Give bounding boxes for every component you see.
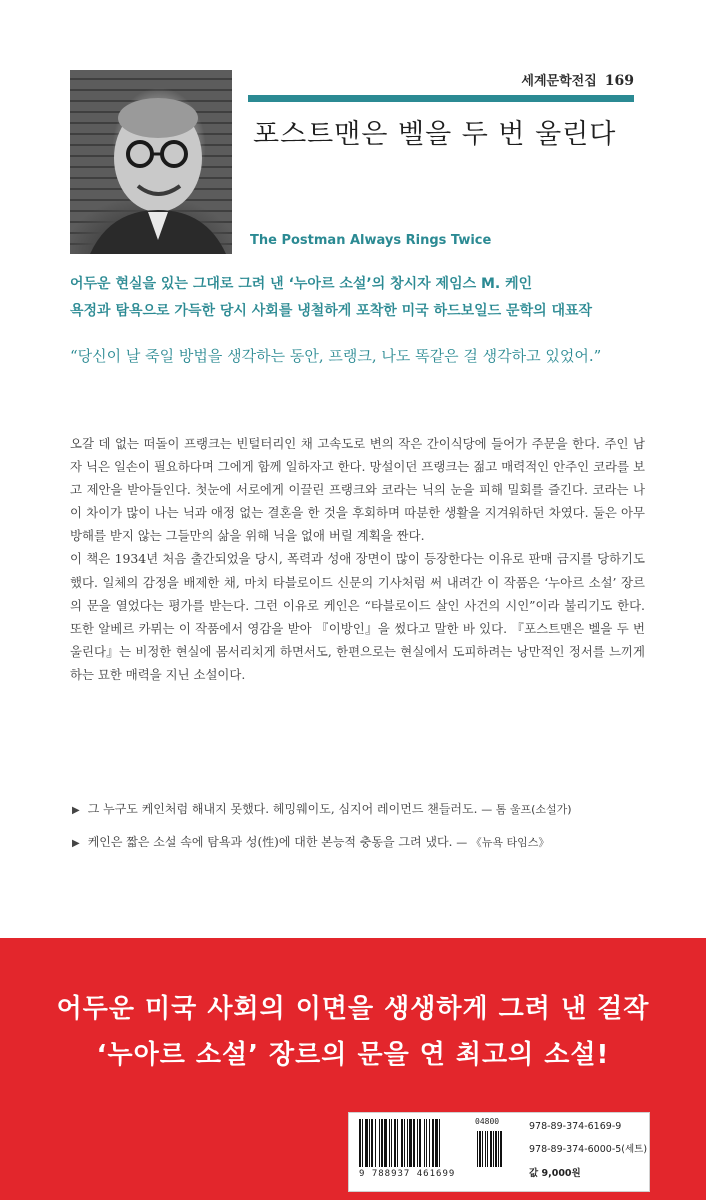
isbn-number: 978-89-374-6169-9 (529, 1121, 622, 1132)
synopsis-paragraph-2: 이 책은 1934년 처음 출간되었을 당시, 폭력과 성애 장면이 많이 등장한다는 이유로 판매 금지를 당하기도 했다. 일체의 감정을 배제한 채, 마치 타블로이드 신문의 기사처럼 써 내려간 이 작품은 ‘누아르 소설’ 장르의 문을 열었다는 평가를 받는다. 그런 이유로 케인은 “타블로이드 살인 사건의 시인”이라 불리기도 한다. 또한 알베르 카뮈는 이 작품에서 영감을 받아 『이방인』을 썼다고 말한 바 있다. 『포스트맨은 벨을 두 번 울린다』는 비정한 현실에 몸서리치게 하면서도, 한편으로는 현실에서 도피하려는 낭만적인 정서를 느끼게 하는 묘한 매력을 지닌 소설이다. (70, 551, 645, 682)
series-number: 169 (604, 73, 634, 89)
promo-line-2: ‘누아르 소설’ 장르의 문을 연 최고의 소설! (96, 1040, 610, 1070)
review-2 (72, 833, 652, 850)
barcode-icon (359, 1119, 519, 1169)
title-divider (248, 95, 634, 102)
barcode-digits: 9 788937 461699 (359, 1169, 456, 1179)
price: 값 9,000원 (529, 1168, 581, 1179)
synopsis (70, 432, 645, 686)
pull-quote: “당신이 날 죽일 방법을 생각하는 동안, 프랭크, 나도 똑같은 걸 생각하고 있었어.” (70, 347, 602, 365)
review-text: 그 누구도 케인처럼 해내지 못했다. 헤밍웨이도, 심지어 레이먼드 챈들러도. (87, 802, 478, 816)
book-title-english: The Postman Always Rings Twice (250, 233, 492, 248)
review-source: — 톰 울프(소설가) (481, 803, 572, 816)
review-1 (72, 800, 652, 817)
triangle-bullet-icon: ▶ (72, 838, 80, 849)
synopsis-paragraph-1: 오갈 데 없는 떠돌이 프랭크는 빈털터리인 채 고속도로 변의 작은 간이식당에 들어가 주문을 한다. 주인 남자 닉은 일손이 필요하다며 그에게 함께 일하자고 한다. 망설이던 프랭크는 젊고 매력적인 안주인 코라를 보고 제안을 받아들인다. 첫눈에 서로에게 이끌린 프랭크와 코라는 닉의 눈을 피해 밀회를 즐긴다. 코라는 나이 차이가 많이 나는 닉과 애정 없는 결혼을 한 것을 후회하며 따분한 생활을 지겨워하던 차였다. 둘은 아무 방해를 받지 않는 그들만의 삶을 위해 닉을 없애 버릴 계획을 짠다. (70, 436, 645, 544)
review-text: 케인은 짧은 소설 속에 탐욕과 성(性)에 대한 본능적 충동을 그려 냈다. (87, 835, 453, 849)
barcode-addon: 04800 (475, 1117, 500, 1126)
triangle-bullet-icon: ▶ (72, 805, 80, 816)
series-label (248, 70, 634, 92)
author-photo (70, 70, 232, 254)
tagline-2: 욕정과 탐욕으로 가득한 당시 사회를 냉철하게 포착한 미국 하드보일드 문학의 대표작 (70, 303, 593, 319)
author-portrait-icon (70, 70, 232, 254)
review-source: — 《뉴욕 타임스》 (456, 836, 550, 849)
book-title-korean: 포스트맨은 벨을 두 번 울린다 (253, 119, 617, 150)
tagline-1: 어두운 현실을 있는 그대로 그려 낸 ‘누아르 소설’의 창시자 제임스 M. 케인 (70, 276, 533, 292)
barcode-panel (348, 1112, 650, 1192)
promo-line-1: 어두운 미국 사회의 이면을 생생하게 그려 낸 걸작 (56, 994, 650, 1024)
series-name: 세계문학전집 (521, 74, 597, 89)
isbn-set-number: 978-89-374-6000-5(세트) (529, 1144, 648, 1155)
